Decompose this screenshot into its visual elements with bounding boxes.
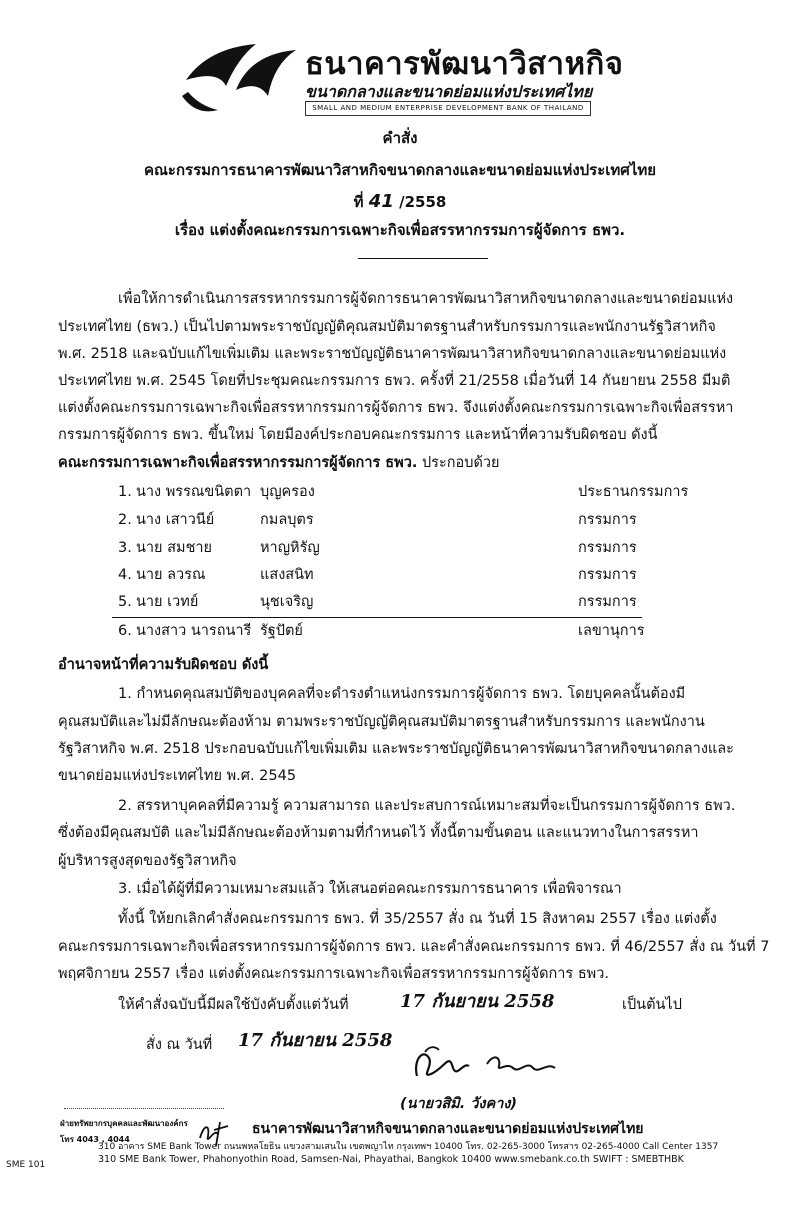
intro-line: ประเทศไทย พ.ศ. 2545 โดยที่ประชุมคณะกรรมการ ธพว. ครั้งที่ 21/2558 เมื่อวันที่ 14 กันยายน 2558 มีมติ [58,373,731,389]
member-name: นาง พรรณขนิตตา [136,484,252,500]
member-row [118,481,689,503]
member-row [118,564,678,586]
order-number-suffix: /2558 [399,193,447,211]
ordered-prefix: สั่ง ณ วันที่ [146,1037,213,1053]
member-name: นาย สมชาย [136,540,213,556]
member-number: 4. [118,567,132,583]
ordered-date-handwritten: 17 กันยายน 2558 [238,1030,393,1051]
sme-bank-logo-icon [178,40,298,114]
member-surname: รัฐปัตย์ [260,623,303,639]
members-divider [112,617,642,618]
member-name: นางสาว นารถนารี [136,623,252,639]
member-surname: บุญครอง [260,484,315,500]
effective-prefix: ให้คำสั่งฉบับนี้มีผลใช้บังคับตั้งแต่วันที่ [118,997,349,1013]
heading-divider [358,258,488,259]
duty-2-line: 2. สรรหาบุคคลที่มีความรู้ ความสามารถ และประสบการณ์เหมาะสมที่จะเป็นกรรมการผู้จัดการ ธพว. [118,798,736,814]
footer-address-thai: 310 อาคาร SME Bank Tower ถนนพหลโยธิน แขวงสามเสนใน เขตพญาไท กรุงเทพฯ 10400 โทร. 02-265-3000 โทรสาร 02-265-4000 Call Center 1357 [98,1142,719,1152]
revoke-line: ทั้งนี้ ให้ยกเลิกคำสั่งคณะกรรมการ ธพว. ที่ 35/2557 สั่ง ณ วันที่ 15 สิงหาคม 2557 เรื่อง แต่งตั้ง [118,911,717,927]
duty-1-line: ขนาดย่อมแห่งประเทศไทย พ.ศ. 2545 [58,768,297,784]
bank-name-english: SMALL AND MEDIUM ENTERPRISE DEVELOPMENT BANK OF THAILAND [305,101,591,116]
revoke-line: คณะกรรมการเฉพาะกิจเพื่อสรรหากรรมการผู้จัดการ ธพว. และคำสั่งคณะกรรมการ ธพว. ที่ 46/2557 สั่ง ณ วันที่ 7 [58,939,770,955]
intro-line: แต่งตั้งคณะกรรมการเฉพาะกิจเพื่อสรรหากรรมการผู้จัดการ ธพว. จึงแต่งตั้งคณะกรรมการเฉพาะกิจเพื่อสรรหา [58,400,734,416]
member-name: นาง เสาวนีย์ [136,512,215,528]
effective-suffix: เป็นต้นไป [622,997,682,1013]
intro-line: พ.ศ. 2518 และฉบับแก้ไขเพิ่มเติม และพระราชบัญญัติธนาคารพัฒนาวิสาหกิจขนาดกลางและขนาดย่อมแห่ง [58,346,727,362]
duties-heading: อำนาจหน้าที่ความรับผิดชอบ ดังนี้ [58,657,269,673]
member-row [118,591,678,613]
revoke-line: พฤศจิกายน 2557 เรื่อง แต่งตั้งคณะกรรมการเฉพาะกิจเพื่อสรรหากรรมการผู้จัดการ ธพว. [58,966,609,982]
order-number [0,190,800,214]
member-role: กรรมการ [578,594,637,610]
member-role: กรรมการ [578,567,637,583]
signatory-name: (นายวสิมิ. วังคาง) [400,1096,518,1112]
member-role: กรรมการ [578,512,637,528]
footer-bank-name: ธนาคารพัฒนาวิสาหกิจขนาดกลางและขนาดย่อมแห่งประเทศไทย [252,1121,644,1137]
footer-address-english: 310 SME Bank Tower, Phahonyothin Road, Samsen-Nai, Phayathai, Bangkok 10400 www.smebank.co.th SWIFT : SMEBTHBK [98,1154,684,1165]
member-row [118,537,678,559]
intro-line: กรรมการผู้จัดการ ธพว. ขึ้นใหม่ โดยมีองค์ประกอบคณะกรรมการ และหน้าที่ความรับผิดชอบ ดังนี้ [58,427,658,443]
duty-2-line: ซึ่งต้องมีคุณสมบัติ และไม่มีลักษณะต้องห้ามตามที่กำหนดไว้ ทั้งนี้ตามขั้นตอน และแนวทางในการสรรหา [58,825,699,841]
intro-line: ประเทศไทย (ธพว.) เป็นไปตามพระราชบัญญัติคุณสมบัติมาตรฐานสำหรับกรรมการและพนักงานรัฐวิสาหกิจ [58,319,716,335]
member-number: 6. [118,623,132,639]
member-role: ประธานกรรมการ [578,484,689,500]
composition-heading: คณะกรรมการเฉพาะกิจเพื่อสรรหากรรมการผู้จัดการ ธพว. [58,455,418,471]
member-number: 1. [118,484,132,500]
order-number-prefix: ที่ [353,193,364,211]
member-role: กรรมการ [578,540,637,556]
composition-suffix: ประกอบด้วย [421,455,500,471]
bank-name-thai: ธนาคารพัฒนาวิสาหกิจ [305,46,624,82]
member-row [118,620,678,642]
member-surname: แสงสนิท [260,567,314,583]
duty-1-line: คุณสมบัติและไม่มีลักษณะต้องห้าม ตามพระราชบัญญัติคุณสมบัติมาตรฐานสำหรับกรรมการ และพนักงาน [58,714,705,730]
order-title: คำสั่ง [382,129,418,147]
intro-line: เพื่อให้การดำเนินการสรรหากรรมการผู้จัดการธนาคารพัฒนาวิสาหกิจขนาดกลางและขนาดย่อมแห่ง [118,291,734,307]
member-row [118,509,678,531]
duty-2-line: ผู้บริหารสูงสุดของรัฐวิสาหกิจ [58,853,237,869]
footer-telephone: โทร 4043 , 4044 [60,1135,130,1144]
member-name: นาย เวทย์ [136,594,199,610]
bank-subtitle-thai: ขนาดกลางและขนาดย่อมแห่งประเทศไทย [305,82,593,101]
member-number: 2. [118,512,132,528]
member-surname: หาญหิรัญ [260,540,320,556]
composition-heading-line [58,452,500,474]
member-surname: นุชเจริญ [260,594,314,610]
duty-1-line: 1. กำหนดคุณสมบัติของบุคคลที่จะดำรงตำแหน่งกรรมการผู้จัดการ ธพว. โดยบุคคลนั้นต้องมี [118,686,686,702]
footer-department: ฝ่ายทรัพยากรบุคคลและพัฒนาองค์กร [60,1119,188,1128]
signature-icon [405,1038,575,1086]
member-name: นาย ลวรณ [136,567,206,583]
order-number-handwritten: 41 [368,191,394,212]
effective-date-handwritten: 17 กันยายน 2558 [400,991,555,1012]
member-number: 5. [118,594,132,610]
committee-heading: คณะกรรมการธนาคารพัฒนาวิสาหกิจขนาดกลางและขนาดย่อมแห่งประเทศไทย [143,161,657,179]
member-surname: กมลบุตร [260,512,314,528]
member-number: 3. [118,540,132,556]
duty-3-line: 3. เมื่อได้ผู้ที่มีความเหมาะสมแล้ว ให้เสนอต่อคณะกรรมการธนาคาร เพื่อพิจารณา [118,881,622,897]
order-subject: เรื่อง แต่งตั้งคณะกรรมการเฉพาะกิจเพื่อสรรหากรรมการผู้จัดการ ธพว. [174,221,626,239]
duty-1-line: รัฐวิสาหกิจ พ.ศ. 2518 ประกอบฉบับแก้ไขเพิ่มเติม และพระราชบัญญัติธนาคารพัฒนาวิสาหกิจขนาดกลางและ [58,741,734,757]
form-code: SME 101 [6,1160,46,1170]
member-role: เลขานุการ [578,623,645,639]
footer-dotted-divider [64,1108,224,1109]
